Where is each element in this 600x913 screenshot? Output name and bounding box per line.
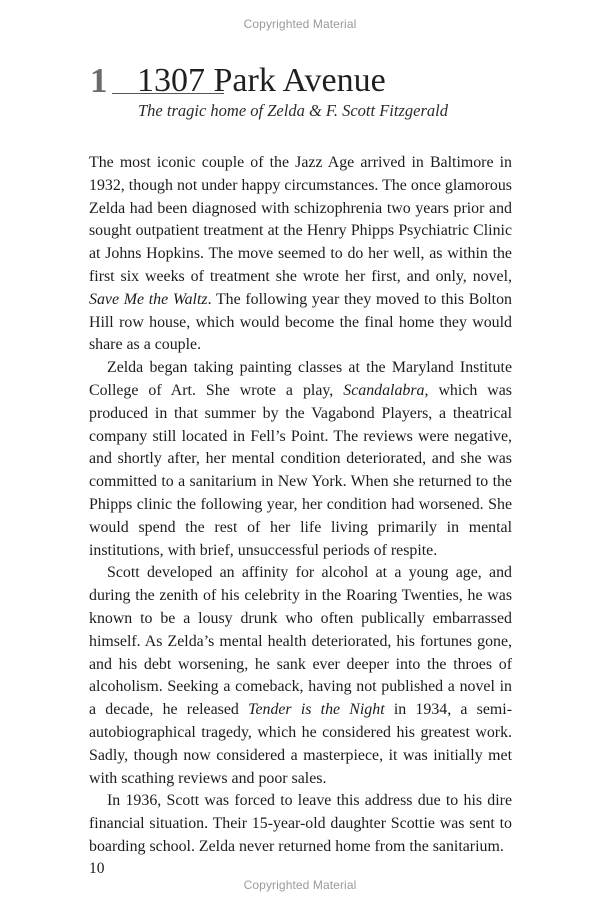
italic-title: Save Me the Waltz (89, 290, 208, 308)
text-run: Zelda began taking painting classes at the Maryland Institute College of Art. She wrote a play, (89, 359, 512, 399)
chapter-number: 1 (90, 61, 108, 100)
watermark-top: Copyrighted Material (243, 17, 357, 31)
body-text (89, 152, 512, 859)
italic-title: Scandalabra (343, 381, 425, 399)
text-run: Scott developed an affinity for alcohol at a young age, and during the zenith of his celebrity in the Roaring Twenties, he was known to be a lousy drunk who often publically embarrassed himself. As Zelda’s mental health deteriorated, his fortunes gone, and his debt worsening, he sank ever deeper into the throes of alcoholism. Seeking a comeback, having not published a novel in a decade, he released (89, 564, 512, 719)
watermark-bottom: Copyrighted Material (243, 878, 357, 892)
paragraph (89, 790, 512, 858)
chapter-title: 1307 Park Avenue (137, 62, 386, 99)
italic-title: Tender is the Night (248, 701, 385, 719)
text-run: , which was produced in that summer by the Vagabond Players, a theatrical company still located in Fell’s Point. The reviews were negative, and shortly after, her mental condition deteriorated, and she was committed to a sanitarium in New York. When she returned to the Phipps clinic the following year, her condition had worsened. She would spend the rest of her life living primarily in mental institutions, with brief, unsuccessful periods of respite. (89, 381, 512, 559)
chapter-subtitle: The tragic home of Zelda & F. Scott Fitzgerald (138, 101, 448, 120)
paragraph (89, 357, 512, 562)
paragraph (89, 152, 512, 357)
text-run: in 1934, a semi-autobiographical tragedy, which he considered his greatest work. Sadly, though now considered a masterpiece, it was initially met with scathing reviews and poor sales. (89, 701, 512, 787)
text-run: In 1936, Scott was forced to leave this address due to his dire financial situation. Their 15-year-old daughter Scottie was sent to boarding school. Zelda never returned home from the sanitarium. (89, 792, 512, 855)
page-number: 10 (89, 860, 105, 877)
paragraph (89, 562, 512, 790)
text-run: . The following year they moved to this Bolton Hill row house, which would become the final home they would share as a couple. (89, 290, 512, 354)
text-run: The most iconic couple of the Jazz Age arrived in Baltimore in 1932, though not under happy circumstances. The once glamorous Zelda had been diagnosed with schizophrenia two years prior and sought outpatient treatment at the Henry Phipps Psychiatric Clinic at Johns Hopkins. The move seemed to do her well, as within the first six weeks of treatment she wrote her first, and only, novel, (89, 154, 512, 285)
